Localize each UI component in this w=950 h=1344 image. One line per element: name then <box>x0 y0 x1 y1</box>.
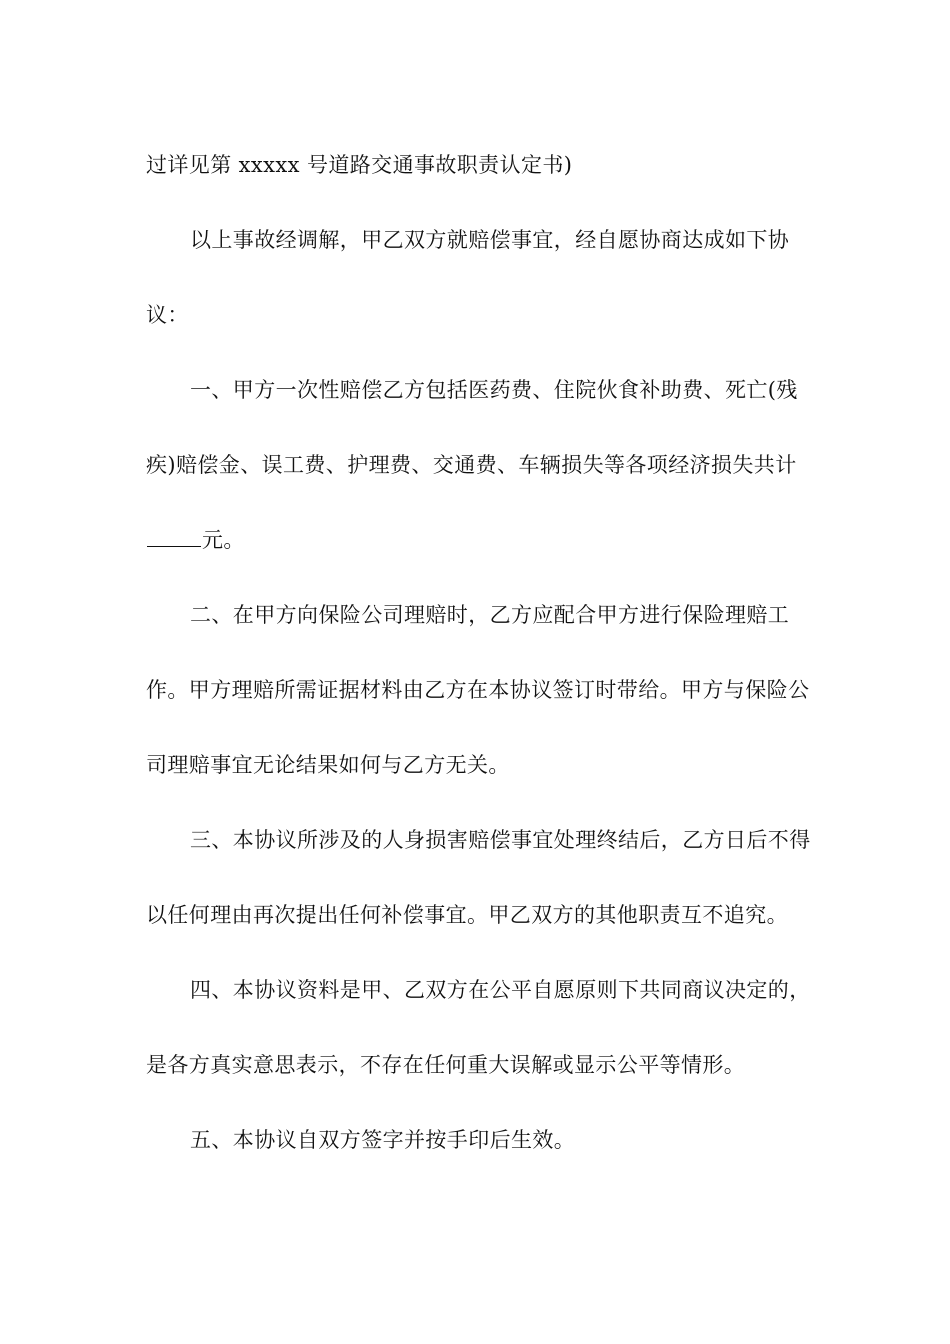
paragraph-clause-4: 四、本协议资料是甲、乙双方在公平自愿原则下共同商议决定的，是各方真实意思表示，不存在任何重大误解或显示公平等情形。 <box>146 978 811 1077</box>
clause-1-text: 一、甲方一次性赔偿乙方包括医药费、住院伙食补助费、死亡(残疾)赔偿金、误工费、护理费、交通费、车辆损失等各项经济损 <box>146 378 798 477</box>
paragraph-clause-5: 五、本协议自双方签字并按手印后生效。 <box>190 1128 576 1152</box>
paragraph-clause-3: 三、本协议所涉及的人身损害赔偿事宜处理终结后，乙方日后不得以任何理由再次提出任何补偿事宜。甲乙双方的其他职责互不追究。 <box>146 828 811 927</box>
paragraph-continuation: 过详见第 xxxxx 号道路交通事故职责认定书) <box>146 153 573 177</box>
paragraph-mediation-intro: 以上事故经调解，甲乙双方就赔偿事宜，经自愿协商达成如下协议： <box>146 228 790 327</box>
paragraph-clause-1 <box>146 353 816 578</box>
clause-1-total-prefix: 失共计 <box>732 453 797 477</box>
clause-1-total-suffix: 元。 <box>202 528 245 552</box>
amount-blank-field <box>147 528 201 547</box>
document-body <box>146 128 816 1178</box>
paragraph-clause-2: 二、在甲方向保险公司理赔时，乙方应配合甲方进行保险理赔工作。甲方理赔所需证据材料由乙方在本协议签订时带给。甲方与保险公司理赔事宜无论结果如何与乙方无关。 <box>146 603 810 777</box>
